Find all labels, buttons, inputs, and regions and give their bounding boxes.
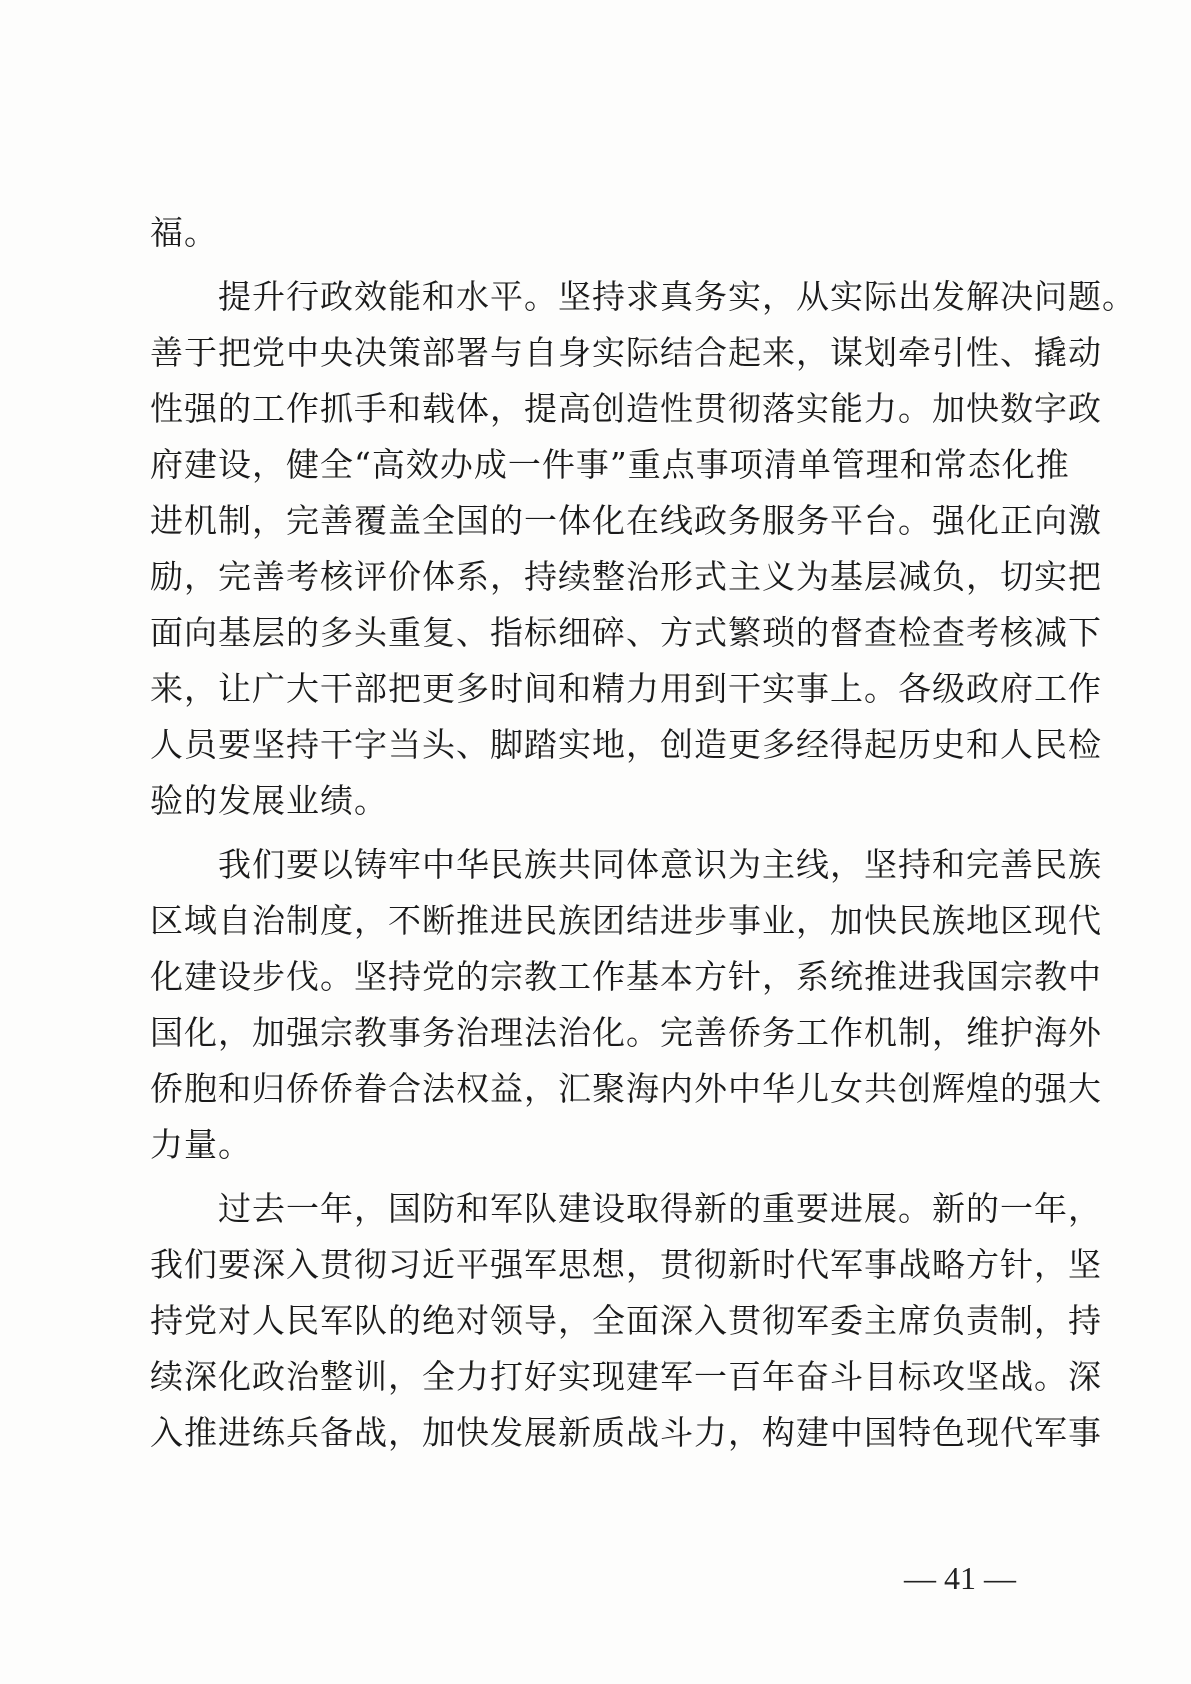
text-line: 区域自治制度，不断推进民族团结进步事业，加快民族地区现代 [150,901,1102,940]
paragraph-gap [150,261,1040,269]
text-line: 持党对人民军队的绝对领导，全面深入贯彻军委主席负责制，持 [150,1301,1102,1340]
text-line: 福。 [150,213,218,252]
text-line: 善于把党中央决策部署与自身实际结合起来，谋划牵引性、撬动 [150,333,1102,372]
text-line: 过去一年，国防和军队建设取得新的重要进展。新的一年， [150,1189,1102,1228]
text-line: 面向基层的多头重复、指标细碎、方式繁琐的督查检查考核减下 [150,613,1102,652]
text-line: 人员要坚持干字当头、脚踏实地，创造更多经得起历史和人民检 [150,725,1102,764]
text-line: 侨胞和归侨侨眷合法权益，汇聚海内外中华儿女共创辉煌的强大 [150,1069,1102,1108]
text-line: 化建设步伐。坚持党的宗教工作基本方针，系统推进我国宗教中 [150,957,1102,996]
text-line: 励，完善考核评价体系，持续整治形式主义为基层减负，切实把 [150,557,1102,596]
text-line: 我们要以铸牢中华民族共同体意识为主线，坚持和完善民族 [150,845,1102,884]
text-line: 来，让广大干部把更多时间和精力用到干实事上。各级政府工作 [150,669,1102,708]
body-text [150,205,1136,1461]
text-line: 国化，加强宗教事务治理法治化。完善侨务工作机制，维护海外 [150,1013,1102,1052]
text-line: 续深化政治整训，全力打好实现建军一百年奋斗目标攻坚战。深 [150,1357,1102,1396]
text-line: 入推进练兵备战，加快发展新质战斗力，构建中国特色现代军事 [150,1413,1102,1452]
text-line: 我们要深入贯彻习近平强军思想，贯彻新时代军事战略方针，坚 [150,1245,1102,1284]
text-line: 验的发展业绩。 [150,781,388,820]
page-number: — 41 — [904,1560,1016,1596]
paragraph-gap [150,1173,1040,1181]
text-line: 府建设，健全“高效办成一件事”重点事项清单管理和常态化推 [150,445,1070,484]
text-line: 力量。 [150,1125,252,1164]
paragraph-gap [150,829,1040,837]
text-line: 提升行政效能和水平。坚持求真务实，从实际出发解决问题。 [150,277,1136,316]
text-line: 性强的工作抓手和载体，提高创造性贯彻落实能力。加快数字政 [150,389,1102,428]
text-line: 进机制，完善覆盖全国的一体化在线政务服务平台。强化正向激 [150,501,1102,540]
